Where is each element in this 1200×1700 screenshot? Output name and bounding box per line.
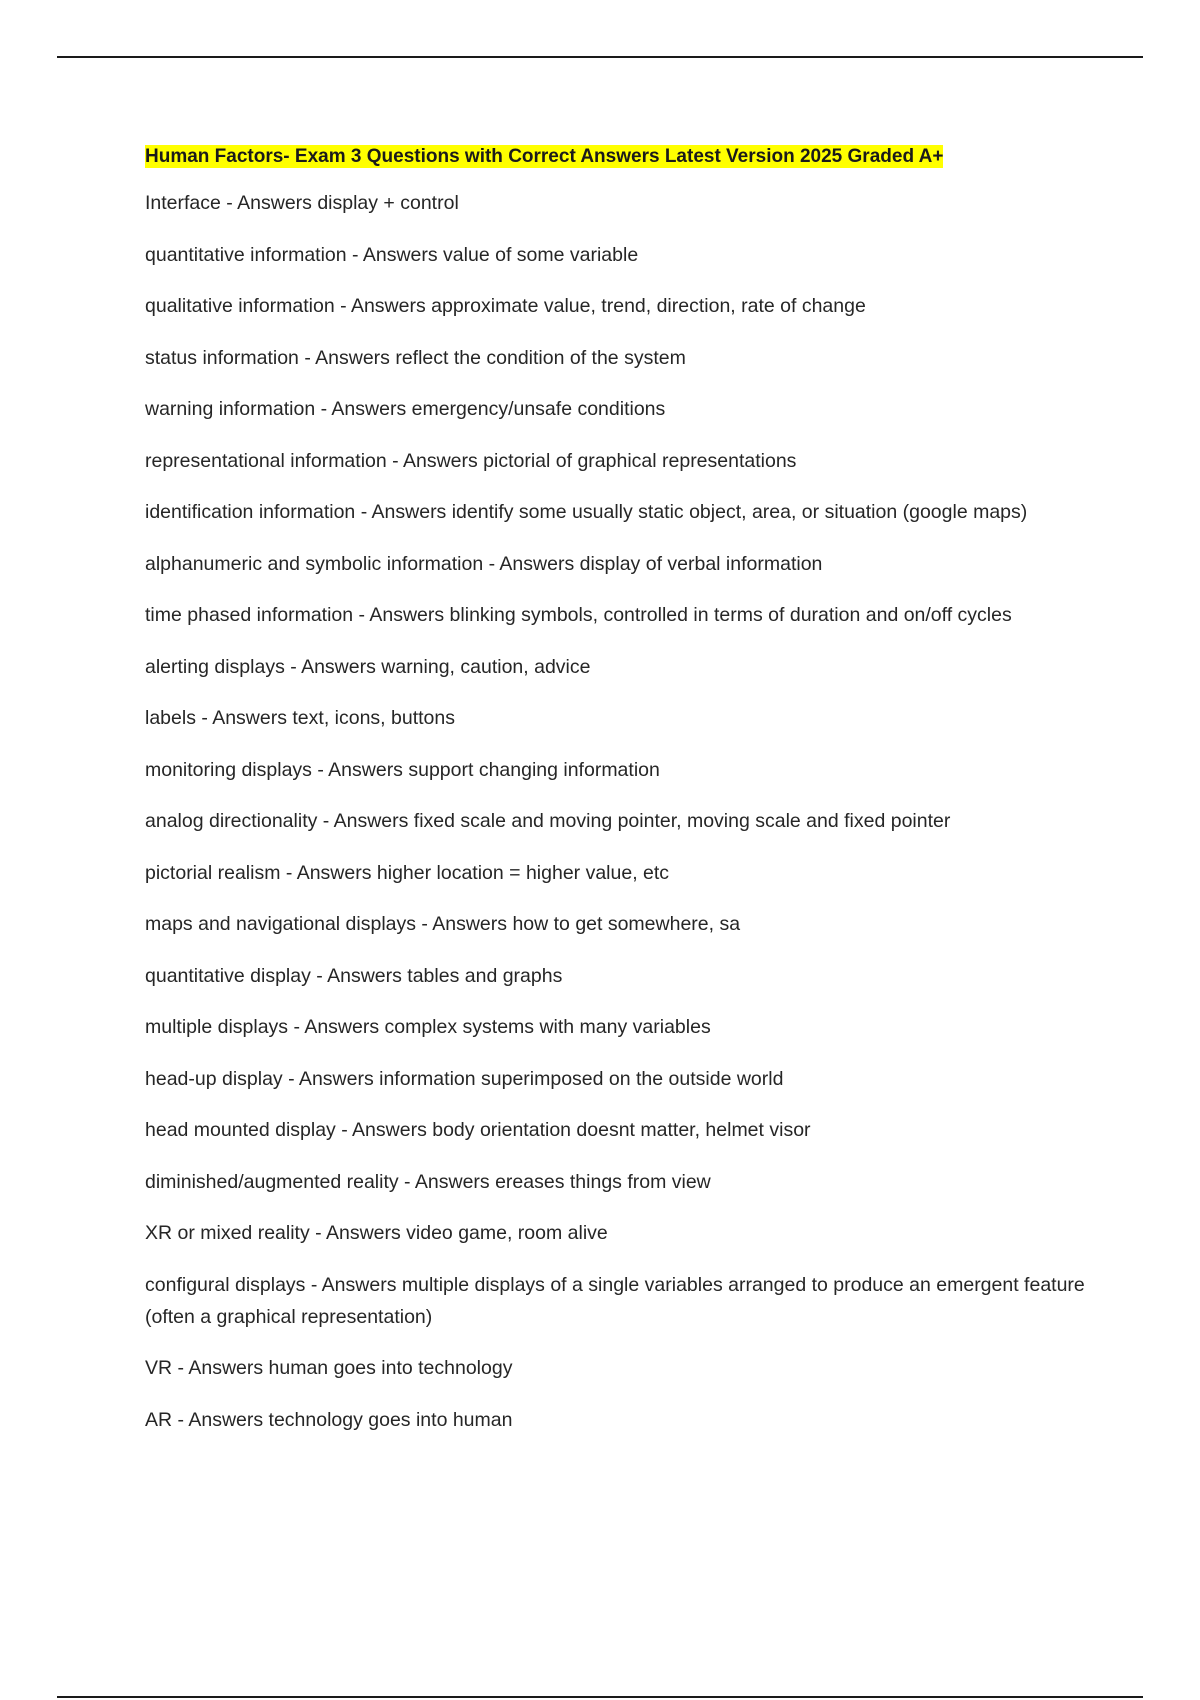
qa-item: head-up display - Answers information superimposed on the outside world [145, 1067, 784, 1090]
qa-item: alerting displays - Answers warning, caution, advice [145, 655, 591, 678]
qa-item: head mounted display - Answers body orientation doesnt matter, helmet visor [145, 1119, 811, 1141]
qa-item: AR - Answers technology goes into human [145, 1408, 513, 1431]
qa-item: Interface - Answers display + control [145, 192, 459, 214]
qa-item: pictorial realism - Answers higher location = higher value, etc [145, 861, 670, 884]
qa-item: quantitative information - Answers value of some variable [145, 243, 639, 266]
document-body [145, 145, 1095, 1436]
footer-rule [57, 1696, 1143, 1698]
qa-item: status information - Answers reflect the condition of the system [145, 346, 686, 369]
header-rule [57, 56, 1143, 58]
qa-item: analog directionality - Answers fixed scale and moving pointer, moving scale and fixed pointer [145, 810, 951, 832]
qa-item: monitoring displays - Answers support changing information [145, 758, 660, 781]
qa-list [145, 187, 1095, 1436]
qa-item: XR or mixed reality - Answers video game, room alive [145, 1222, 608, 1244]
qa-item: warning information - Answers emergency/unsafe conditions [145, 398, 666, 420]
qa-item: labels - Answers text, icons, buttons [145, 707, 455, 729]
qa-item: quantitative display - Answers tables and graphs [145, 964, 563, 987]
qa-item: maps and navigational displays - Answers how to get somewhere, sa [145, 913, 741, 935]
document-title: Human Factors- Exam 3 Questions with Correct Answers Latest Version 2025 Graded A+ [145, 146, 944, 167]
qa-item: alphanumeric and symbolic information - Answers display of verbal information [145, 552, 823, 575]
qa-item: VR - Answers human goes into technology [145, 1357, 513, 1379]
qa-item: qualitative information - Answers approximate value, trend, direction, rate of change [145, 295, 866, 317]
qa-item: multiple displays - Answers complex systems with many variables [145, 1016, 711, 1038]
qa-item: diminished/augmented reality - Answers ereases things from view [145, 1170, 711, 1193]
qa-item: configural displays - Answers multiple displays of a single variables arranged to produce an emergent feature (often a graphical representation) [145, 1273, 1085, 1328]
qa-item: representational information - Answers pictorial of graphical representations [145, 449, 797, 472]
qa-item: time phased information - Answers blinking symbols, controlled in terms of duration and on/off cycles [145, 604, 1012, 626]
qa-item: identification information - Answers identify some usually static object, area, or situation (google maps) [145, 501, 1028, 523]
